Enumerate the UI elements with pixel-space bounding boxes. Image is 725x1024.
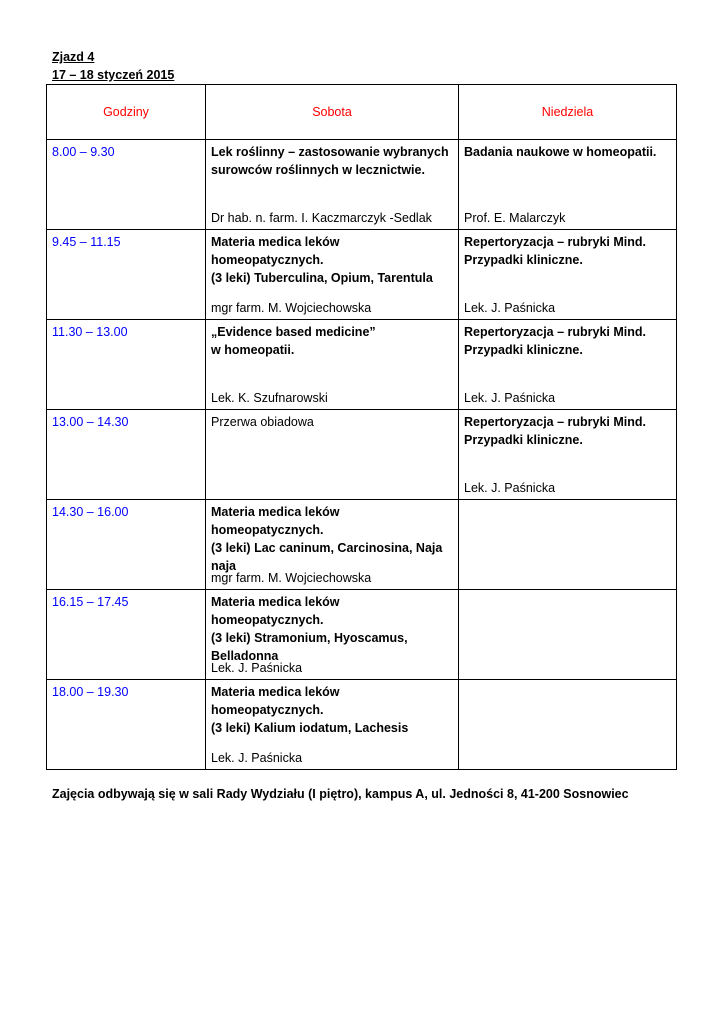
- saturday-lecturer: Dr hab. n. farm. I. Kaczmarczyk -Sedlak: [211, 211, 432, 225]
- time-slot: 13.00 – 14.30: [52, 415, 129, 429]
- time-slot: 9.45 – 11.15: [52, 235, 121, 249]
- sunday-lecturer: Lek. J. Paśnicka: [464, 391, 556, 405]
- table-row: [47, 500, 677, 590]
- sunday-empty-cell: [459, 680, 676, 769]
- sunday-topic: Repertoryzacja – rubryki Mind. Przypadki kliniczne.: [464, 415, 647, 447]
- table-row: [47, 590, 677, 680]
- sunday-topic: Repertoryzacja – rubryki Mind. Przypadki kliniczne.: [464, 325, 647, 357]
- time-slot: 14.30 – 16.00: [52, 505, 129, 519]
- session-dates: 17 – 18 styczeń 2015: [52, 68, 175, 82]
- time-slot: 8.00 – 9.30: [52, 145, 115, 159]
- saturday-lecturer: mgr farm. M. Wojciechowska: [211, 301, 372, 315]
- saturday-break: Przerwa obiadowa: [211, 415, 314, 429]
- saturday-lecturer: Lek. K. Szufnarowski: [211, 391, 328, 405]
- saturday-lecturer: Lek. J. Paśnicka: [211, 661, 303, 675]
- time-slot: 18.00 – 19.30: [52, 685, 129, 699]
- table-row: [47, 680, 677, 770]
- saturday-topic: Materia medica leków homeopatycznych. (3 leki) Stramonium, Hyoscamus, Belladonna: [211, 595, 408, 663]
- table-row: [47, 230, 677, 320]
- sunday-empty-cell: [459, 590, 676, 679]
- column-header-hours: Godziny: [47, 85, 206, 140]
- sunday-topic: Repertoryzacja – rubryki Mind. Przypadki kliniczne.: [464, 235, 647, 267]
- saturday-lecturer: mgr farm. M. Wojciechowska: [211, 571, 372, 585]
- saturday-topic: Lek roślinny – zastosowanie wybranych surowców roślinnych w lecznictwie.: [211, 145, 449, 177]
- session-heading: Zjazd 4: [52, 50, 95, 64]
- sunday-topic: Badania naukowe w homeopatii.: [464, 145, 657, 159]
- saturday-topic: Materia medica leków homeopatycznych. (3 leki) Tuberculina, Opium, Tarentula: [211, 235, 433, 285]
- saturday-topic: Materia medica leków homeopatycznych. (3 leki) Lac caninum, Carcinosina, Naja naja: [211, 505, 443, 573]
- table-row: [47, 140, 677, 230]
- column-header-sunday: Niedziela: [459, 85, 677, 140]
- saturday-lecturer: Lek. J. Paśnicka: [211, 751, 303, 765]
- venue-note: Zajęcia odbywają się w sali Rady Wydziału (I piętro), kampus A, ul. Jedności 8, 41-200 Sosnowiec: [52, 787, 629, 801]
- saturday-topic: Materia medica leków homeopatycznych. (3 leki) Kalium iodatum, Lachesis: [211, 685, 409, 735]
- table-row: [47, 320, 677, 410]
- time-slot: 16.15 – 17.45: [52, 595, 129, 609]
- sunday-empty-cell: [459, 500, 676, 589]
- sunday-lecturer: Lek. J. Paśnicka: [464, 481, 556, 495]
- header-row: [47, 85, 677, 140]
- time-slot: 11.30 – 13.00: [52, 325, 128, 339]
- sunday-lecturer: Prof. E. Malarczyk: [464, 211, 566, 225]
- sunday-lecturer: Lek. J. Paśnicka: [464, 301, 556, 315]
- column-header-saturday: Sobota: [206, 85, 459, 140]
- saturday-topic: „Evidence based medicine” w homeopatii.: [211, 325, 376, 357]
- schedule-table: [46, 84, 677, 770]
- table-row: [47, 410, 677, 500]
